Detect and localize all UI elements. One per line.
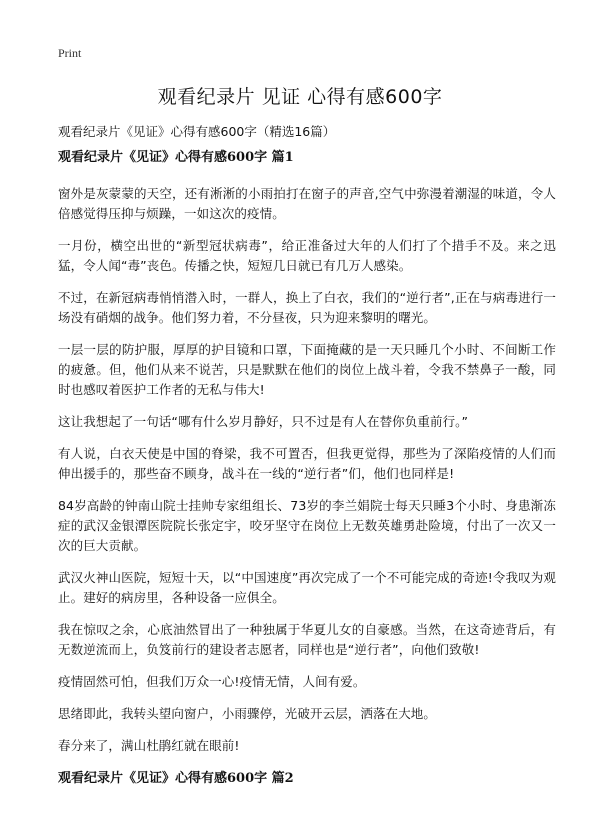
paragraph: 武汉火神山医院，短短十天，以“中国速度”再次完成了一个不可能完成的奇迹!令我叹为观止。建好的病房里，各种设备一应俱全。 <box>58 570 556 605</box>
print-link[interactable]: Print <box>58 46 82 60</box>
paragraph: 这让我想起了一句话“哪有什么岁月静好，只不过是有人在替你负重前行。” <box>58 414 469 429</box>
document-subtitle: 观看纪录片《见证》心得有感600字（精选16篇） <box>58 124 336 139</box>
paragraph: 不过，在新冠病毒悄悄潜入时，一群人，换上了白衣，我们的“逆行者”,正在与病毒进行一场没有硝烟的战争。他们努力着，不分昼夜，只为迎来黎明的曙光。 <box>58 290 556 325</box>
paragraph: 一层一层的防护服，厚厚的护目镜和口罩，下面掩藏的是一天只睡几个小时、不间断工作的疲惫。但，他们从来不说苦，只是默默在他们的岗位上战斗着，令我不禁鼻子一酸，同时也感叹着医护工作者的无私与伟大! <box>58 342 556 397</box>
page-title: 观看纪录片 见证 心得有感600字 <box>157 86 443 108</box>
section-heading-2: 观看纪录片《见证》心得有感600字 篇2 <box>58 771 294 786</box>
paragraph: 84岁高龄的钟南山院士挂帅专家组组长、73岁的李兰娟院士每天只睡3个小时、身患渐冻症的武汉金银潭医院院长张定宇，咬牙坚守在岗位上无数英雄勇赴险境，付出了一次又一次的巨大贡献。 <box>58 498 556 553</box>
document-body <box>58 149 556 805</box>
paragraph: 窗外是灰蒙蒙的天空，还有淅淅的小雨拍打在窗子的声音,空气中弥漫着潮湿的味道，令人倍感觉得压抑与烦躁，一如这次的疫情。 <box>58 186 556 221</box>
paragraph: 有人说，白衣天使是中国的脊梁，我不可置否，但我更觉得，那些为了深陷疫情的人们而伸出援手的，那些奋不顾身，战斗在一线的“逆行者”们，他们也同样是! <box>58 446 556 481</box>
paragraph: 疫情固然可怕，但我们万众一心!疫情无情，人间有爱。 <box>58 674 366 689</box>
section-heading-1: 观看纪录片《见证》心得有感600字 篇1 <box>58 150 294 165</box>
paragraph: 我在惊叹之余，心底油然冒出了一种独属于华夏儿女的自豪感。当然，在这奇迹背后，有无数逆流而上，负笈前行的建设者志愿者，同样也是“逆行者”，向他们致敬! <box>58 622 556 657</box>
paragraph: 一月份，横空出世的“新型冠状病毒”，给正准备过大年的人们打了个措手不及。来之迅猛，令人闻“毒”丧色。传播之快，短短几日就已有几万人感染。 <box>58 238 556 273</box>
paragraph: 思绪即此，我转头望向窗户，小雨骤停，光破开云层，洒落在大地。 <box>58 706 437 721</box>
paragraph: 春分来了，满山杜鹃红就在眼前! <box>58 738 240 753</box>
